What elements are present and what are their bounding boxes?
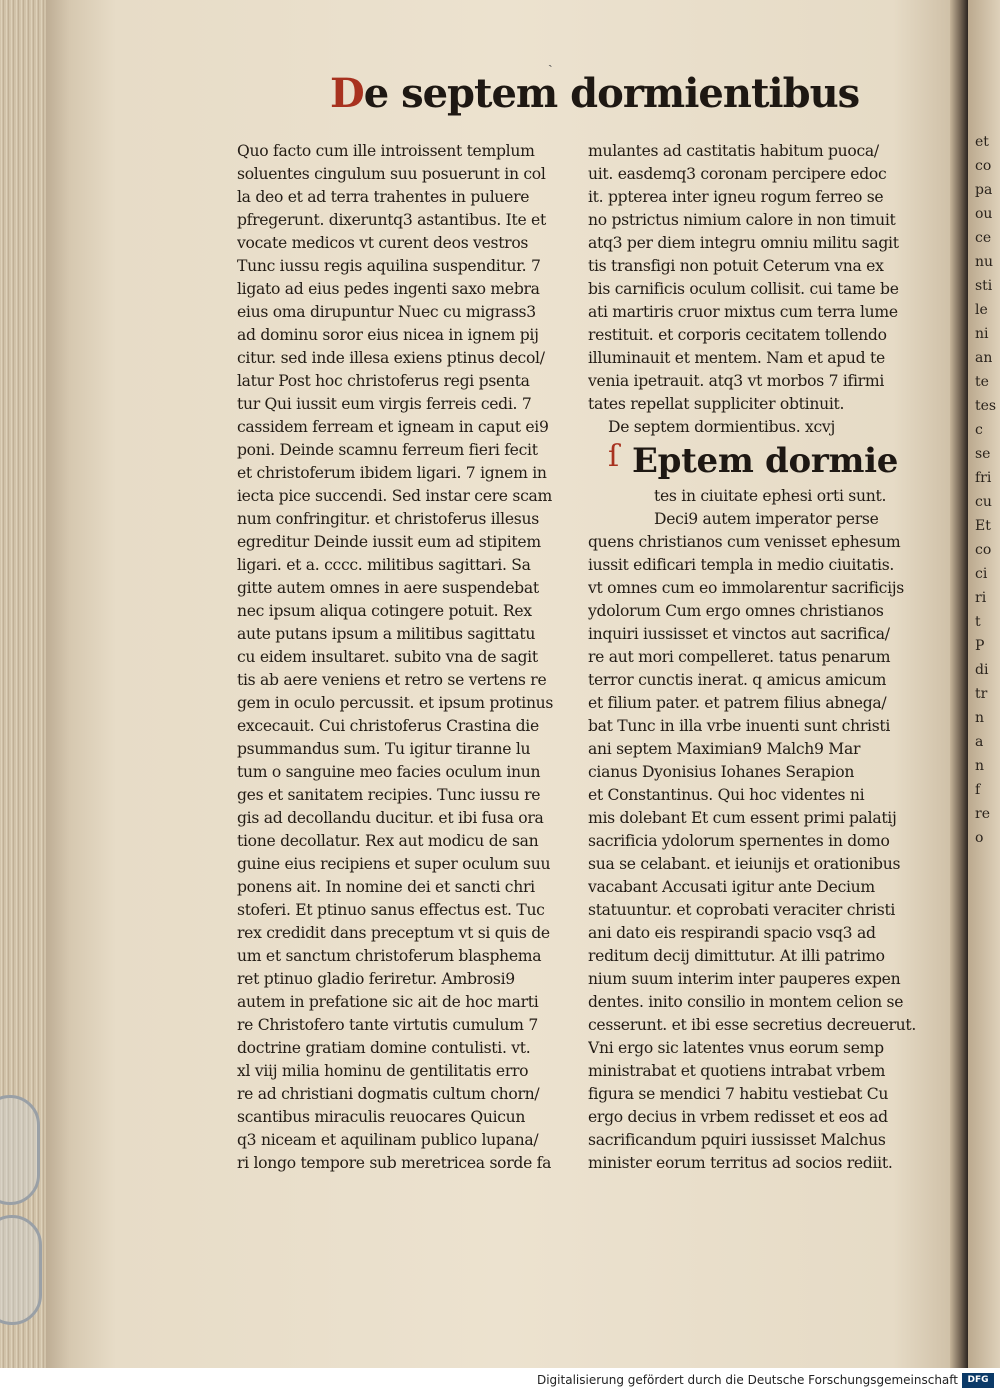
facing-fragment: ce <box>975 230 992 246</box>
text-line: gitte autem omnes in aere suspendebat <box>237 579 539 597</box>
text-line: iussit edificari templa in medio ciuitatis. <box>588 556 895 574</box>
text-line: psummandus sum. Tu igitur tiranne lu <box>237 740 531 758</box>
text-line: venia ipetrauit. atq3 vt morbos 7 ifirmi <box>588 372 885 390</box>
text-line: ani septem Maximian9 Malch9 Mar <box>588 740 861 758</box>
text-line: tione decollatur. Rex aut modicu de san <box>237 832 539 850</box>
text-line: ret ptinuo gladio feriretur. Ambrosi9 <box>237 970 515 988</box>
text-line: vt omnes cum eo immolarentur sacrificijs <box>588 579 905 597</box>
text-line: ministrabat et quotiens intrabat vrbem <box>588 1062 886 1080</box>
text-line: iecta pice succendi. Sed instar cere scam <box>237 487 553 505</box>
text-line: eius oma dirupuntur Nuec cu migrass3 <box>237 303 536 321</box>
text-line: pfregerunt. dixeruntq3 astantibus. Ite et <box>237 211 546 229</box>
text-line: ri longo tempore sub meretricea sorde fa <box>237 1154 552 1172</box>
facing-fragment: n <box>975 758 985 774</box>
facing-fragment: f <box>975 782 981 798</box>
text-line: cu eidem insultaret. subito vna de sagit <box>237 648 538 666</box>
facing-fragment: n <box>975 710 985 726</box>
text-line: mulantes ad castitatis habitum puoca/ <box>588 142 879 160</box>
facing-fragment: cu <box>975 494 992 510</box>
text-line: excecauit. Cui christoferus Crastina die <box>237 717 539 735</box>
facing-fragment: c <box>975 422 983 438</box>
funding-credit: Digitalisierung gefördert durch die Deutsche Forschungsgemeinschaft <box>536 1373 958 1387</box>
text-line: re ad christiani dogmatis cultum chorn/ <box>237 1085 540 1103</box>
text-line: tates repellat suppliciter obtinuit. <box>588 395 845 413</box>
text-line: minister eorum territus ad socios rediit. <box>588 1154 893 1172</box>
dfg-logo: DFG <box>962 1373 994 1388</box>
text-line: ydolorum Cum ergo omnes christianos <box>588 602 884 620</box>
text-line: ponens ait. In nomine dei et sancti chri <box>237 878 535 896</box>
facing-fragment: t <box>975 614 981 630</box>
facing-fragment: re <box>975 806 990 822</box>
text-line: cassidem ferream et igneam in caput ei9 <box>237 418 549 436</box>
facing-fragment: co <box>975 158 992 174</box>
text-line: bat Tunc in illa vrbe inuenti sunt christi <box>588 717 891 735</box>
facing-fragment: ci <box>975 566 988 582</box>
text-line: et Constantinus. Qui hoc videntes ni <box>588 786 865 804</box>
text-line: soluentes cingulum suu posuerunt in col <box>237 165 546 183</box>
text-line: q3 niceam et aquilinam publico lupana/ <box>237 1131 539 1149</box>
text-line: quens christianos cum venisset ephesum <box>588 533 901 551</box>
text-line: nium suum interim inter pauperes expen <box>588 970 901 988</box>
text-line: tur Qui iussit eum virgis ferreis cedi. 7 <box>237 395 532 413</box>
text-line: gem in oculo percussit. et ipsum protinus <box>237 694 554 712</box>
text-line: guine eius recipiens et super oculum suu <box>237 855 551 873</box>
text-line: cianus Dyonisius Iohanes Serapion <box>588 763 855 781</box>
text-line: la deo et ad terra trahentes in puluere <box>237 188 530 206</box>
text-line: mis dolebant Et cum essent primi palatij <box>588 809 897 827</box>
text-line: inquiri iussisset et vinctos aut sacrifica/ <box>588 625 890 643</box>
text-line: stoferi. Et ptinuo sanus effectus est. Tuc <box>237 901 545 919</box>
facing-fragment: o <box>975 830 984 846</box>
text-line: xl viij milia hominu de gentilitatis erro <box>237 1062 529 1080</box>
heading-text: e septem dormientibus <box>363 70 860 117</box>
facing-fragment: le <box>975 302 988 318</box>
text-line: scantibus miraculis reuocares Quicun <box>237 1108 526 1126</box>
text-line: ergo decius in vrbem redisset et eos ad <box>588 1108 888 1126</box>
facing-fragment: et <box>975 134 989 150</box>
text-line: ani dato eis respirandi spacio vsq3 ad <box>588 924 876 942</box>
text-line: sua se celabant. et ieiunijs et orationibus <box>588 855 901 873</box>
chapter-title: De septem dormientibus. xcvj <box>608 418 835 436</box>
text-line: ad dominu soror eius nicea in ignem pij <box>237 326 539 344</box>
book-gutter <box>950 0 968 1368</box>
text-line: re Christofero tante virtutis cumulum 7 <box>237 1016 538 1034</box>
text-line: dentes. inito consilio in montem celion se <box>588 993 904 1011</box>
text-line: tum o sanguine meo facies oculum inun <box>237 763 541 781</box>
text-line: ges et sanitatem recipies. Tunc iussu re <box>237 786 541 804</box>
text-line: Vni ergo sic latentes vnus eorum semp <box>588 1039 884 1057</box>
text-line: et christoferum ibidem ligari. 7 ignem in <box>237 464 547 482</box>
facing-fragment: ni <box>975 326 989 342</box>
text-line: tes in ciuitate ephesi orti sunt. <box>654 487 887 505</box>
text-line: Quo facto cum ille introissent templum <box>237 142 535 160</box>
text-line: egreditur Deinde iussit eum ad stipitem <box>237 533 541 551</box>
text-line: um et sanctum christoferum blasphema <box>237 947 542 965</box>
book-clip-bottom <box>0 1215 42 1325</box>
text-line: atq3 per diem integru omniu militu sagit <box>588 234 899 252</box>
facing-fragment: di <box>975 662 989 678</box>
text-line: sacrificia ydolorum spernentes in domo <box>588 832 890 850</box>
text-line: gis ad decollandu ducitur. et ibi fusa ora <box>237 809 544 827</box>
ink-mark: ˏ <box>548 52 553 68</box>
text-line: rex credidit dans preceptum vt si quis de <box>237 924 550 942</box>
text-line: doctrine gratiam domine contulisti. vt. <box>237 1039 531 1057</box>
text-line: no pstrictus nimium calore in non timuit <box>588 211 896 229</box>
text-line: terror cunctis inerat. q amicus amicum <box>588 671 887 689</box>
text-line: Deci9 autem imperator perse <box>654 510 879 528</box>
facing-fragment: tes <box>975 398 997 414</box>
text-line: autem in prefatione sic ait de hoc marti <box>237 993 539 1011</box>
text-line: aute putans ipsum a militibus sagittatu <box>237 625 536 643</box>
book-clip-top <box>0 1095 40 1205</box>
right-column-body <box>588 485 918 1175</box>
text-line: reditum decij dimittutur. At illi patrimo <box>588 947 885 965</box>
facing-fragment: ou <box>975 206 993 222</box>
text-line: ligari. et a. cccc. militibus sagittari. Sa <box>237 556 531 574</box>
text-line: illuminauit et mentem. Nam et apud te <box>588 349 885 367</box>
facing-fragment: te <box>975 374 989 390</box>
heading-initial: D <box>330 70 364 117</box>
footer-bar <box>0 1368 1000 1393</box>
text-line: re aut mori compelleret. tatus penarum <box>588 648 891 666</box>
text-line: Tunc iussu regis aquilina suspenditur. 7 <box>237 257 541 275</box>
right-column-top <box>588 140 918 416</box>
text-line: uit. easdemq3 coronam percipere edoc <box>588 165 887 183</box>
chapter-initial-text: Eptem dormie <box>632 441 899 481</box>
text-line: ati martiris cruor mixtus cum terra lume <box>588 303 898 321</box>
facing-fragment: co <box>975 542 992 558</box>
facing-fragment: a <box>975 734 984 750</box>
text-line: et filium pater. et patrem filius abnega/ <box>588 694 887 712</box>
facing-fragment: se <box>975 446 991 462</box>
text-line: poni. Deinde scamnu ferreum fieri fecit <box>237 441 538 459</box>
right-text-column <box>588 140 918 1175</box>
facing-fragment: ri <box>975 590 987 606</box>
text-line: tis ab aere veniens et retro se vertens re <box>237 671 547 689</box>
chapter-opening <box>588 439 918 485</box>
text-line: cesserunt. et ibi esse secretius decreuerut. <box>588 1016 917 1034</box>
text-line: ligato ad eius pedes ingenti saxo mebra <box>237 280 540 298</box>
facing-fragment: sti <box>975 278 993 294</box>
text-line: citur. sed inde illesa exiens ptinus decol/ <box>237 349 545 367</box>
facing-fragment: tr <box>975 686 988 702</box>
text-line: tis transfigi non potuit Ceterum vna ex <box>588 257 884 275</box>
text-line: figura se mendici 7 habitu vestiebat Cu <box>588 1085 889 1103</box>
facing-fragment: P <box>975 638 985 654</box>
page-heading <box>330 70 860 126</box>
facing-fragment: fri <box>975 470 992 486</box>
facing-fragment: an <box>975 350 993 366</box>
text-line: statuuntur. et coprobati veraciter christi <box>588 901 896 919</box>
text-line: vacabant Accusati igitur ante Decium <box>588 878 875 896</box>
text-line: it. ppterea inter igneu rogum ferreo se <box>588 188 884 206</box>
left-text-column <box>237 140 577 1175</box>
text-line: vocate medicos vt curent deos vestros <box>237 234 529 252</box>
facing-fragment: Et <box>975 518 991 534</box>
text-line: sacrificandum pquiri iussisset Malchus <box>588 1131 886 1149</box>
text-line: bis carnificis oculum collisit. cui tame be <box>588 280 899 298</box>
facing-fragment: pa <box>975 182 993 198</box>
text-line: restituit. et corporis cecitatem tollendo <box>588 326 887 344</box>
facing-page-text <box>975 130 1000 850</box>
text-line: latur Post hoc christoferus regi psenta <box>237 372 530 390</box>
facing-fragment: nu <box>975 254 994 270</box>
rubric-mark: ſ <box>608 439 619 474</box>
text-line: num confringitur. et christoferus illesus <box>237 510 539 528</box>
text-line: nec ipsum aliqua cotingere potuit. Rex <box>237 602 532 620</box>
